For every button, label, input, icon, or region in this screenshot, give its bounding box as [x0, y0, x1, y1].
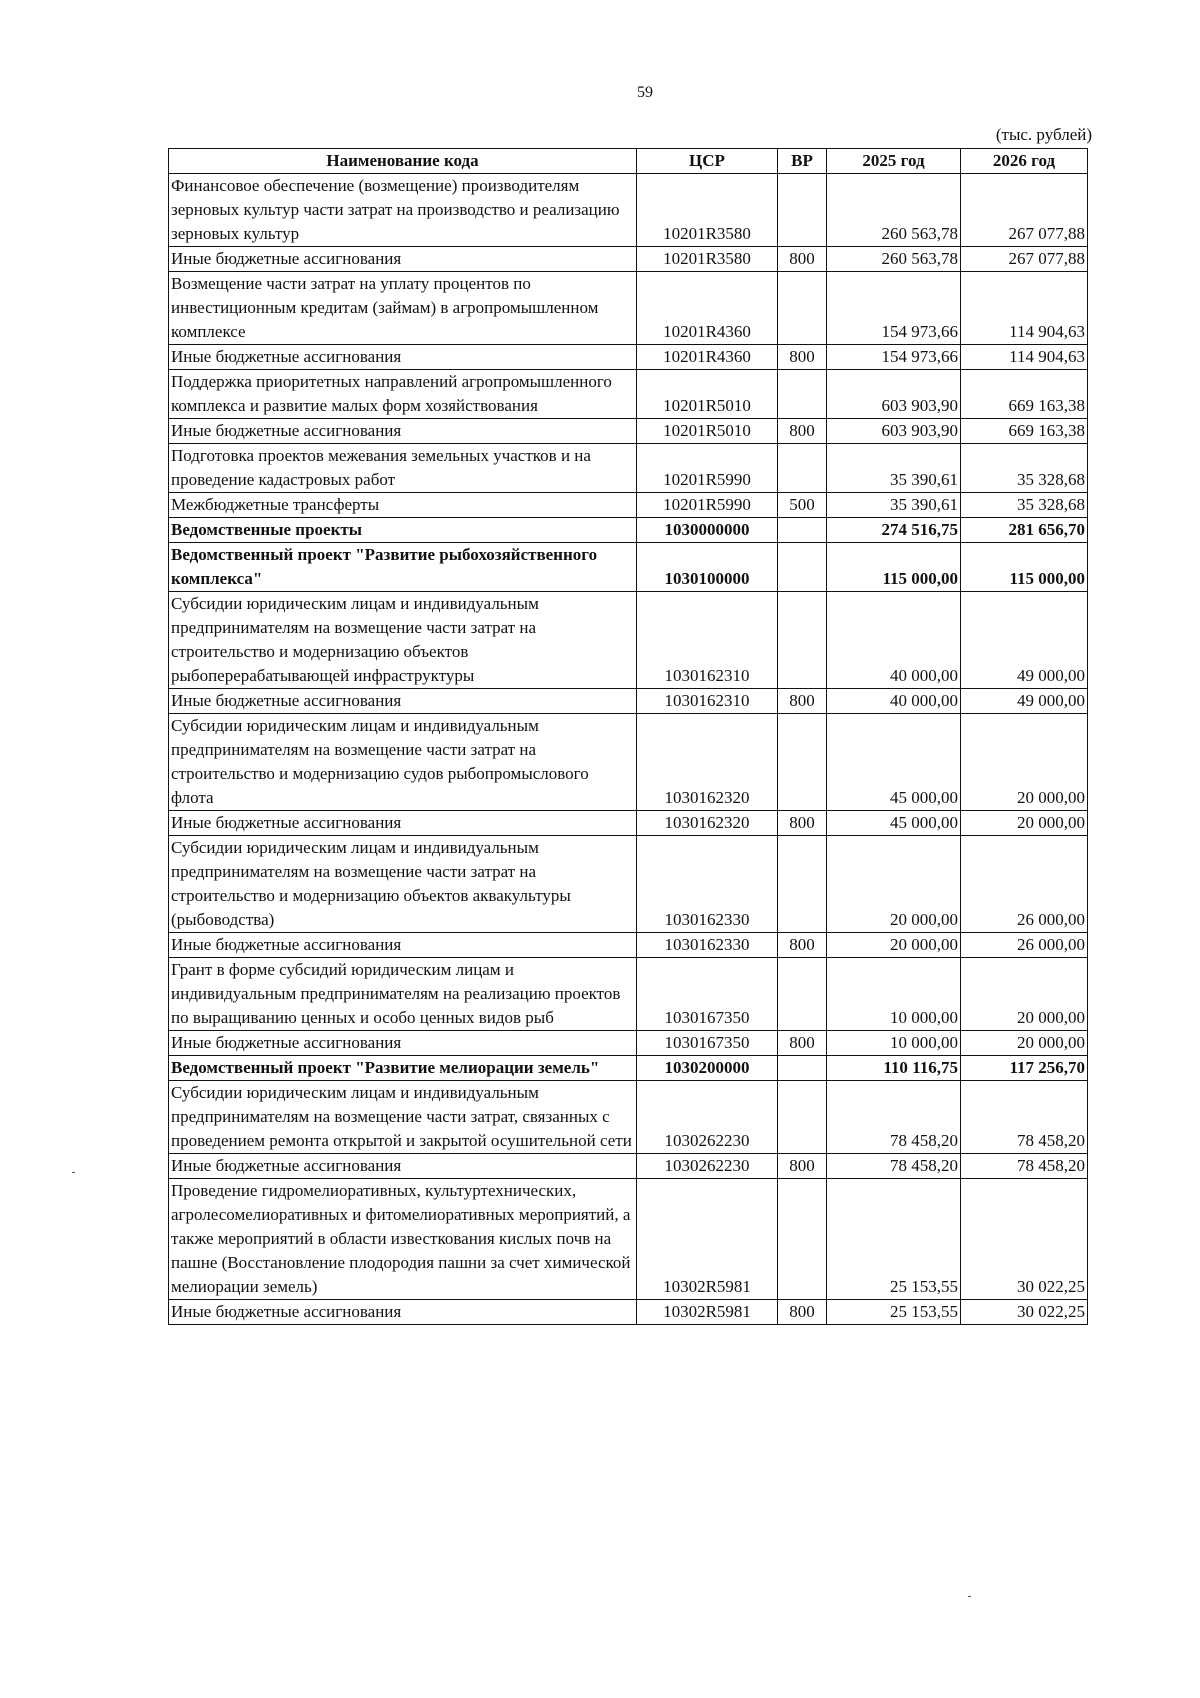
table-row	[169, 836, 1088, 933]
table-row	[169, 1081, 1088, 1154]
row-vr-cell	[778, 1179, 827, 1300]
row-name-cell: Иные бюджетные ассигнования	[169, 419, 637, 444]
row-vr-cell: 800	[778, 933, 827, 958]
row-2025-cell: 260 563,78	[827, 174, 961, 247]
row-vr-cell	[778, 1056, 827, 1081]
row-csr-cell: 10201R4360	[637, 272, 778, 345]
row-vr-cell: 800	[778, 1300, 827, 1325]
row-2025-cell: 154 973,66	[827, 272, 961, 345]
row-vr-cell: 500	[778, 493, 827, 518]
row-2025-cell: 20 000,00	[827, 836, 961, 933]
row-name-cell: Подготовка проектов межевания земельных участков и на проведение кадастровых работ	[169, 444, 637, 493]
row-2025-cell: 110 116,75	[827, 1056, 961, 1081]
units-label: (тыс. рублей)	[995, 125, 1092, 144]
table-row	[169, 689, 1088, 714]
row-name-cell: Субсидии юридическим лицам и индивидуальным предпринимателям на возмещение части затрат на строительство и модернизацию объектов рыбоперерабатывающей инфраструктуры	[169, 592, 637, 689]
row-2025-cell: 260 563,78	[827, 247, 961, 272]
row-2025-cell: 35 390,61	[827, 493, 961, 518]
row-csr-cell: 10201R3580	[637, 174, 778, 247]
row-vr-cell: 800	[778, 811, 827, 836]
row-vr-cell	[778, 370, 827, 419]
row-csr-cell: 10201R4360	[637, 345, 778, 370]
table-row	[169, 247, 1088, 272]
row-2026-cell: 49 000,00	[961, 592, 1088, 689]
row-csr-cell: 10201R5010	[637, 419, 778, 444]
row-2025-cell: 10 000,00	[827, 1031, 961, 1056]
table-row	[169, 1031, 1088, 1056]
table-row	[169, 933, 1088, 958]
row-2026-cell: 35 328,68	[961, 493, 1088, 518]
row-csr-cell: 10201R5990	[637, 444, 778, 493]
row-vr-cell: 800	[778, 689, 827, 714]
row-2025-cell: 40 000,00	[827, 592, 961, 689]
row-2026-cell: 20 000,00	[961, 1031, 1088, 1056]
row-2025-cell: 40 000,00	[827, 689, 961, 714]
row-2025-cell: 45 000,00	[827, 714, 961, 811]
row-csr-cell: 1030262230	[637, 1081, 778, 1154]
scan-speck	[968, 1596, 971, 1597]
table-row	[169, 444, 1088, 493]
row-2026-cell: 30 022,25	[961, 1300, 1088, 1325]
row-2026-cell: 117 256,70	[961, 1056, 1088, 1081]
row-csr-cell: 1030162310	[637, 689, 778, 714]
row-2025-cell: 45 000,00	[827, 811, 961, 836]
row-name-cell: Межбюджетные трансферты	[169, 493, 637, 518]
table-row	[169, 1300, 1088, 1325]
row-2026-cell: 49 000,00	[961, 689, 1088, 714]
row-2025-cell: 25 153,55	[827, 1179, 961, 1300]
row-2026-cell: 35 328,68	[961, 444, 1088, 493]
row-2025-cell: 25 153,55	[827, 1300, 961, 1325]
row-vr-cell	[778, 272, 827, 345]
row-2025-cell: 35 390,61	[827, 444, 961, 493]
row-name-cell: Субсидии юридическим лицам и индивидуальным предпринимателям на возмещение части затрат на строительство и модернизацию судов рыбопромыслового флота	[169, 714, 637, 811]
table-row	[169, 592, 1088, 689]
table-row	[169, 370, 1088, 419]
row-csr-cell: 1030162320	[637, 811, 778, 836]
table-row	[169, 958, 1088, 1031]
row-name-cell: Ведомственный проект "Развитие мелиорации земель"	[169, 1056, 637, 1081]
row-csr-cell: 1030167350	[637, 958, 778, 1031]
row-2026-cell: 267 077,88	[961, 247, 1088, 272]
row-name-cell: Поддержка приоритетных направлений агропромышленного комплекса и развитие малых форм хозяйствования	[169, 370, 637, 419]
row-csr-cell: 1030162320	[637, 714, 778, 811]
row-2026-cell: 267 077,88	[961, 174, 1088, 247]
row-2026-cell: 78 458,20	[961, 1081, 1088, 1154]
table-row	[169, 345, 1088, 370]
row-2026-cell: 114 904,63	[961, 345, 1088, 370]
row-vr-cell: 800	[778, 1031, 827, 1056]
row-vr-cell	[778, 714, 827, 811]
row-2026-cell: 20 000,00	[961, 958, 1088, 1031]
row-2025-cell: 154 973,66	[827, 345, 961, 370]
row-2026-cell: 20 000,00	[961, 811, 1088, 836]
table-row	[169, 1056, 1088, 1081]
row-vr-cell	[778, 174, 827, 247]
row-name-cell: Иные бюджетные ассигнования	[169, 933, 637, 958]
row-vr-cell: 800	[778, 345, 827, 370]
row-2025-cell: 78 458,20	[827, 1154, 961, 1179]
row-vr-cell	[778, 543, 827, 592]
row-vr-cell	[778, 836, 827, 933]
budget-table	[168, 148, 1088, 1325]
row-2026-cell: 78 458,20	[961, 1154, 1088, 1179]
table-row	[169, 493, 1088, 518]
row-2026-cell: 115 000,00	[961, 543, 1088, 592]
row-name-cell: Субсидии юридическим лицам и индивидуальным предпринимателям на возмещение части затрат, связанных с проведением ремонта открытой и закрытой осушительной сети	[169, 1081, 637, 1154]
row-csr-cell: 1030162330	[637, 933, 778, 958]
row-vr-cell	[778, 444, 827, 493]
row-name-cell: Ведомственный проект "Развитие рыбохозяйственного комплекса"	[169, 543, 637, 592]
row-name-cell: Иные бюджетные ассигнования	[169, 811, 637, 836]
row-vr-cell: 800	[778, 1154, 827, 1179]
row-vr-cell	[778, 592, 827, 689]
table-row	[169, 174, 1088, 247]
row-2025-cell: 115 000,00	[827, 543, 961, 592]
table-row	[169, 518, 1088, 543]
row-2025-cell: 603 903,90	[827, 370, 961, 419]
row-vr-cell	[778, 1081, 827, 1154]
row-csr-cell: 1030262230	[637, 1154, 778, 1179]
table-row	[169, 543, 1088, 592]
row-name-cell: Ведомственные проекты	[169, 518, 637, 543]
row-2026-cell: 20 000,00	[961, 714, 1088, 811]
row-csr-cell: 10201R5990	[637, 493, 778, 518]
table-row	[169, 272, 1088, 345]
table-row	[169, 811, 1088, 836]
row-csr-cell: 1030162330	[637, 836, 778, 933]
row-vr-cell: 800	[778, 247, 827, 272]
row-csr-cell: 1030162310	[637, 592, 778, 689]
table-row	[169, 1179, 1088, 1300]
row-name-cell: Грант в форме субсидий юридическим лицам и индивидуальным предпринимателям на реализацию проектов по выращиванию ценных и особо ценных видов рыб	[169, 958, 637, 1031]
row-csr-cell: 1030200000	[637, 1056, 778, 1081]
row-name-cell: Проведение гидромелиоративных, культуртехнических, агролесомелиоративных и фитомелиоративных мероприятий, а также мероприятий в области известкования кислых почв на пашне (Восстановление плодородия пашни за счет химической мелиорации земель)	[169, 1179, 637, 1300]
table-body	[169, 174, 1088, 1325]
row-vr-cell: 800	[778, 419, 827, 444]
header-vr: ВР	[778, 149, 827, 174]
row-name-cell: Иные бюджетные ассигнования	[169, 1300, 637, 1325]
row-name-cell: Иные бюджетные ассигнования	[169, 345, 637, 370]
row-vr-cell	[778, 518, 827, 543]
row-2026-cell: 30 022,25	[961, 1179, 1088, 1300]
row-2025-cell: 274 516,75	[827, 518, 961, 543]
row-vr-cell	[778, 958, 827, 1031]
row-2026-cell: 669 163,38	[961, 370, 1088, 419]
row-2026-cell: 114 904,63	[961, 272, 1088, 345]
row-2025-cell: 10 000,00	[827, 958, 961, 1031]
table-row	[169, 714, 1088, 811]
row-csr-cell: 10201R5010	[637, 370, 778, 419]
header-csr: ЦСР	[637, 149, 778, 174]
scan-speck	[72, 1172, 75, 1173]
row-name-cell: Иные бюджетные ассигнования	[169, 247, 637, 272]
row-name-cell: Иные бюджетные ассигнования	[169, 689, 637, 714]
row-csr-cell: 10302R5981	[637, 1179, 778, 1300]
table-row	[169, 1154, 1088, 1179]
row-name-cell: Возмещение части затрат на уплату процентов по инвестиционным кредитам (займам) в агропромышленном комплексе	[169, 272, 637, 345]
row-name-cell: Иные бюджетные ассигнования	[169, 1031, 637, 1056]
row-csr-cell: 10201R3580	[637, 247, 778, 272]
row-csr-cell: 1030000000	[637, 518, 778, 543]
row-name-cell: Субсидии юридическим лицам и индивидуальным предпринимателям на возмещение части затрат на строительство и модернизацию объектов аквакультуры (рыбоводства)	[169, 836, 637, 933]
page-number: 59	[637, 84, 653, 101]
row-2025-cell: 603 903,90	[827, 419, 961, 444]
row-csr-cell: 1030100000	[637, 543, 778, 592]
row-2025-cell: 20 000,00	[827, 933, 961, 958]
header-name: Наименование кода	[169, 149, 637, 174]
header-2025: 2025 год	[827, 149, 961, 174]
row-name-cell: Финансовое обеспечение (возмещение) производителям зерновых культур части затрат на производство и реализацию зерновых культур	[169, 174, 637, 247]
header-2026: 2026 год	[961, 149, 1088, 174]
row-2026-cell: 669 163,38	[961, 419, 1088, 444]
table-header-row	[169, 149, 1088, 174]
row-2026-cell: 281 656,70	[961, 518, 1088, 543]
row-csr-cell: 10302R5981	[637, 1300, 778, 1325]
row-name-cell: Иные бюджетные ассигнования	[169, 1154, 637, 1179]
row-2026-cell: 26 000,00	[961, 836, 1088, 933]
table-row	[169, 419, 1088, 444]
row-csr-cell: 1030167350	[637, 1031, 778, 1056]
row-2026-cell: 26 000,00	[961, 933, 1088, 958]
row-2025-cell: 78 458,20	[827, 1081, 961, 1154]
